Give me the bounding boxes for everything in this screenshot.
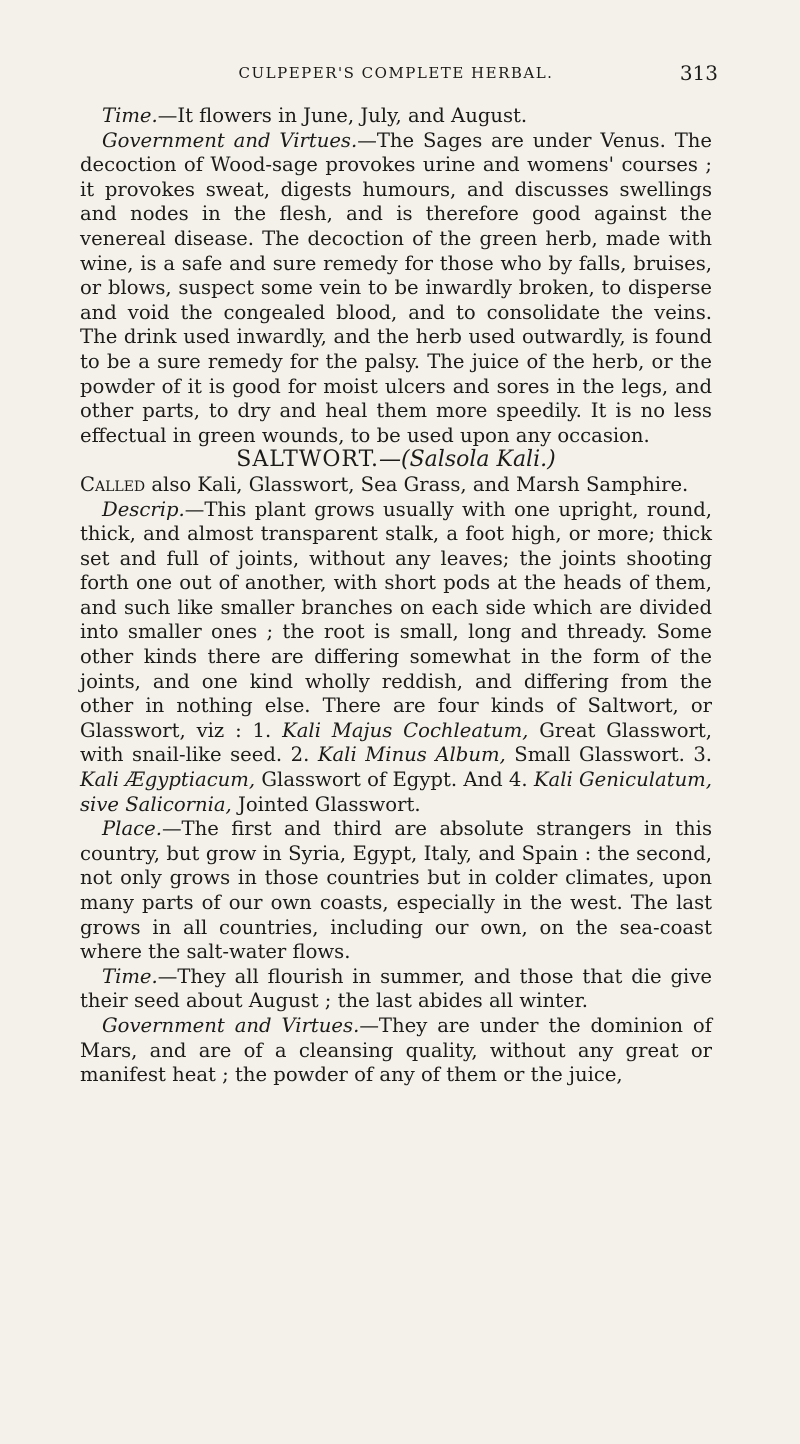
saltwort-time-label: Time. [102,964,158,988]
saltwort-heading [80,448,712,473]
government-text: —The Sages are under Venus. The decoction of Wood-sage provokes urine and womens' courses ; it provokes sweat, digests humours, and discusses swellings and nodes in the flesh, and is therefore good against the venereal disease. The decoction of the green herb, made with wine, is a safe and sure remedy for those who by falls, bruises, or blows, suspect some vein to be inwardly broken, to disperse and void the congealed blood, and to consolidate the veins. The drink used inwardly, and the herb used outwardly, is found to be a sure remedy for the palsy. The juice of the herb, or the powder of it is good for moist ulcers and sores in the legs, and other parts, to dry and heal them more speedily. It is no less effectual in green wounds, to be used upon any occasion. [80,128,712,447]
running-title: CULPEPER'S COMPLETE HERBAL. [238,64,554,82]
body-text [80,104,712,1088]
place-label: Place. [102,817,162,841]
saltwort-government-text: —They are under the dominion of Mars, and are of a cleansing quality, without any great or manifest heat ; the powder of any of them or the juice, [80,1013,712,1087]
saltwort-called-paragraph [80,473,712,498]
government-label: Government and Virtues. [102,128,358,152]
time-label: Time. [102,104,158,127]
place-text: —The first and third are absolute strangers in this country, but grow in Syria, Egypt, Italy, and Spain : the second, not only grows in those countries but in colder climates, upon many parts of our own coasts, especially in the west. The last grows in all countries, including our own, on the sea-coast where the salt-water flows. [80,817,712,964]
kind-2-text: Small Glasswort. 3. [505,743,713,767]
called-text: also Kali, Glasswort, Sea Grass, and Marsh Samphire. [145,472,689,496]
kind-3-latin: Kali Ægyptiacum, [80,768,256,792]
saltwort-government-label: Government and Virtues. [102,1013,360,1037]
kind-2-latin: Kali Minus Album, [317,743,506,767]
wood-sage-government-paragraph [80,129,712,449]
wood-sage-time-paragraph [80,104,712,129]
kind-4-text: Jointed Glasswort. [231,792,421,816]
saltwort-government-paragraph [80,1014,712,1088]
kind-1-latin: Kali Majus Cochleatum, [282,718,529,742]
description-text: —This plant grows usually with one upright, round, thick, and almost transparent stalk, a foot high, or more; thick set and full of joints, without any leaves; the joints shooting forth one out of another, with short pods at the heads of them, and such like smaller branches on each side which are divided into smaller ones ; the root is small, long and thready. Some other kinds there are differing somewhat in the form of the joints, and one kind wholly reddish, and differing from the other in nothing else. There are four kinds of Saltwort, or Glasswort, viz : 1. [80,497,712,742]
description-label: Descrip. [102,497,185,521]
page-number: 313 [679,61,718,85]
kind-4-latin: Kali Geniculatum, sive Salicornia, [80,768,712,816]
kind-1-text: Great Glasswort, with snail-like seed. 2. [80,718,713,767]
saltwort-place-paragraph [80,817,712,965]
saltwort-heading-title: SALTWORT. [236,447,380,473]
time-text: —It flowers in June, July, and August. [157,104,528,127]
saltwort-time-text: —They all flourish in summer, and those that die give their seed about August ; the last abides all winter. [80,964,712,1013]
kind-3-text: Glasswort of Egypt. And 4. [255,768,534,792]
called-lead: Called [80,472,146,496]
running-head [80,61,718,92]
saltwort-heading-latin: —(Salsola Kali.) [379,447,556,473]
saltwort-time-paragraph [80,965,712,1014]
saltwort-description-paragraph [80,498,712,818]
